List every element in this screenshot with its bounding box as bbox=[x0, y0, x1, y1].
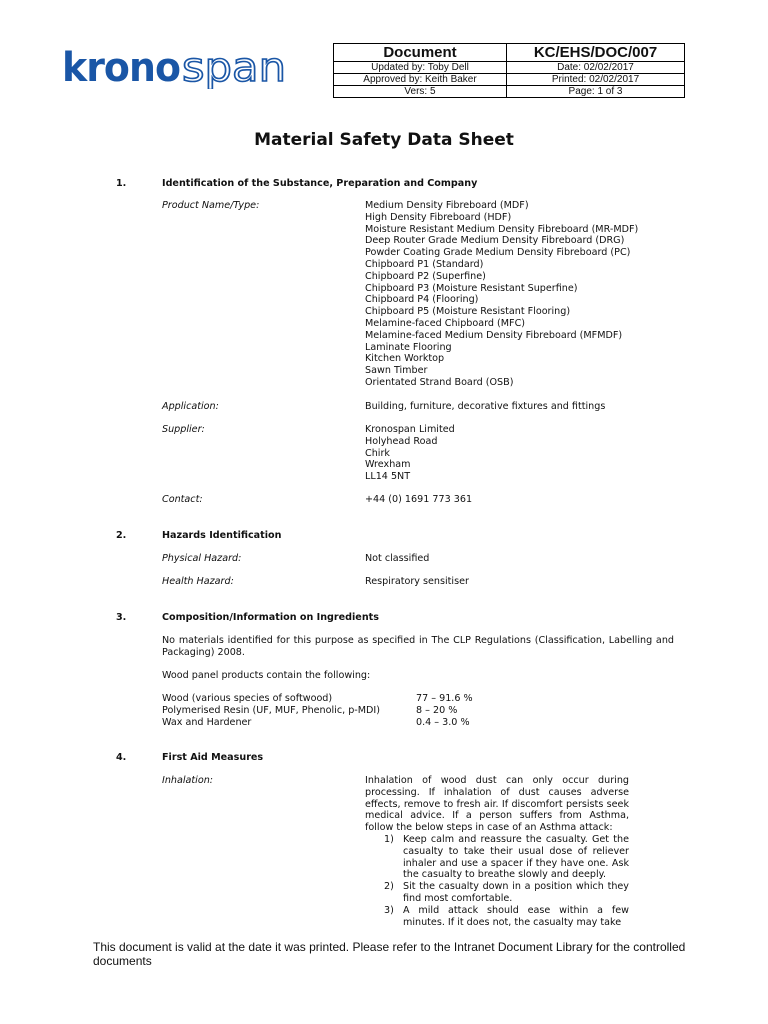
asthma-step bbox=[384, 881, 629, 905]
printed-date: Printed: 02/02/2017 bbox=[507, 74, 685, 86]
contact-value: +44 (0) 1691 773 361 bbox=[365, 494, 473, 505]
product-item: Deep Router Grade Medium Density Fibreboard (DRG) bbox=[365, 235, 625, 247]
supplier-label: Supplier: bbox=[162, 424, 205, 435]
step-number: 1) bbox=[384, 834, 394, 845]
ingredient-percent: 0.4 – 3.0 % bbox=[416, 716, 470, 728]
supplier-line: Kronospan Limited bbox=[365, 424, 455, 435]
contact-label: Contact: bbox=[162, 494, 203, 505]
document-label: Document bbox=[334, 44, 507, 62]
ingredient-percent: 8 – 20 % bbox=[416, 704, 458, 716]
product-item: High Density Fibreboard (HDF) bbox=[365, 211, 512, 223]
product-list bbox=[365, 200, 638, 389]
section-4-number: 4. bbox=[116, 752, 127, 763]
product-item: Melamine-faced Medium Density Fibreboard (MFMDF) bbox=[365, 329, 623, 341]
page-number: Page: 1 of 3 bbox=[507, 86, 685, 98]
asthma-step bbox=[384, 834, 629, 881]
supplier-address bbox=[365, 424, 455, 483]
section-1-number: 1. bbox=[116, 178, 127, 189]
step-number: 3) bbox=[384, 904, 394, 916]
ingredients-intro: Wood panel products contain the following: bbox=[162, 670, 371, 681]
inhalation-label: Inhalation: bbox=[162, 775, 214, 786]
section-2-number: 2. bbox=[116, 530, 127, 541]
step-text: A mild attack should ease within a few minutes. If it does not, the casualty may take bbox=[403, 904, 629, 928]
product-item: Moisture Resistant Medium Density Fibreboard (MR-MDF) bbox=[365, 223, 639, 235]
product-item: Laminate Flooring bbox=[365, 341, 452, 353]
approved-by: Approved by: Keith Baker bbox=[334, 74, 507, 86]
updated-by: Updated by: Toby Dell bbox=[334, 62, 507, 74]
product-item: Chipboard P4 (Flooring) bbox=[365, 294, 479, 306]
product-item: Chipboard P5 (Moisture Resistant Flooring) bbox=[365, 306, 571, 318]
product-item: Kitchen Worktop bbox=[365, 353, 445, 365]
product-item: Powder Coating Grade Medium Density Fibreboard (PC) bbox=[365, 247, 631, 259]
step-number: 2) bbox=[384, 881, 394, 893]
section-1-heading: Identification of the Substance, Preparation and Company bbox=[162, 178, 478, 189]
section-4-heading: First Aid Measures bbox=[162, 752, 264, 763]
validity-footer: This document is valid at the date it was printed. Please refer to the Intranet Document Library for the controlled documents bbox=[93, 940, 686, 968]
version: Vers: 5 bbox=[334, 86, 507, 98]
product-item: Melamine-faced Chipboard (MFC) bbox=[365, 317, 526, 329]
supplier-line: Chirk bbox=[365, 447, 390, 459]
product-item: Medium Density Fibreboard (MDF) bbox=[365, 200, 529, 211]
health-hazard-label: Health Hazard: bbox=[162, 576, 234, 587]
step-text: Keep calm and reassure the casualty. Get the casualty to take their usual dose of reliever inhaler and use a spacer if they have one. Ask the casualty to breathe slowly and deeply. bbox=[403, 834, 629, 881]
product-item: Chipboard P2 (Superfine) bbox=[365, 270, 486, 282]
document-header-table bbox=[333, 43, 685, 98]
supplier-line: Wrexham bbox=[365, 459, 411, 471]
document-code: KC/EHS/DOC/007 bbox=[507, 44, 685, 62]
ingredient-name: Wood (various species of softwood) bbox=[162, 693, 333, 704]
document-date: Date: 02/02/2017 bbox=[507, 62, 685, 74]
asthma-steps bbox=[365, 834, 629, 928]
health-hazard-value: Respiratory sensitiser bbox=[365, 576, 469, 587]
physical-hazard-value: Not classified bbox=[365, 553, 430, 564]
application-label: Application: bbox=[162, 401, 219, 412]
section-3-heading: Composition/Information on Ingredients bbox=[162, 612, 379, 623]
product-item: Chipboard P1 (Standard) bbox=[365, 258, 484, 270]
product-item: Orientated Strand Board (OSB) bbox=[365, 376, 514, 388]
ingredient-name: Polymerised Resin (UF, MUF, Phenolic, p-MDI) bbox=[162, 704, 380, 716]
ingredient-percent: 77 – 91.6 % bbox=[416, 693, 473, 704]
application-value: Building, furniture, decorative fixtures and fittings bbox=[365, 401, 606, 412]
supplier-line: Holyhead Road bbox=[365, 435, 438, 447]
inhalation-text: Inhalation of wood dust can only occur during processing. If inhalation of dust causes adverse effects, remove to fresh air. If discomfort persists seek medical advice. If a person suffers from Asthma, follow the below steps in case of an Asthma attack: bbox=[365, 775, 629, 834]
clp-paragraph: No materials identified for this purpose as specified in The CLP Regulations (Classification, Labelling and Packaging) 2008. bbox=[162, 635, 674, 658]
ingredient-name: Wax and Hardener bbox=[162, 716, 252, 728]
svg-text:krono: krono bbox=[62, 47, 180, 89]
product-name-label: Product Name/Type: bbox=[162, 200, 260, 211]
kronospan-logo bbox=[62, 47, 288, 89]
physical-hazard-label: Physical Hazard: bbox=[162, 553, 242, 564]
product-item: Sawn Timber bbox=[365, 365, 428, 377]
page-title: Material Safety Data Sheet bbox=[254, 130, 514, 150]
section-2-heading: Hazards Identification bbox=[162, 530, 282, 541]
supplier-line: LL14 5NT bbox=[365, 471, 411, 483]
product-item: Chipboard P3 (Moisture Resistant Superfine) bbox=[365, 282, 578, 294]
step-text: Sit the casualty down in a position which they find most comfortable. bbox=[403, 881, 629, 904]
svg-text:span: span bbox=[182, 47, 286, 89]
section-3-number: 3. bbox=[116, 612, 127, 623]
asthma-step bbox=[384, 905, 629, 929]
